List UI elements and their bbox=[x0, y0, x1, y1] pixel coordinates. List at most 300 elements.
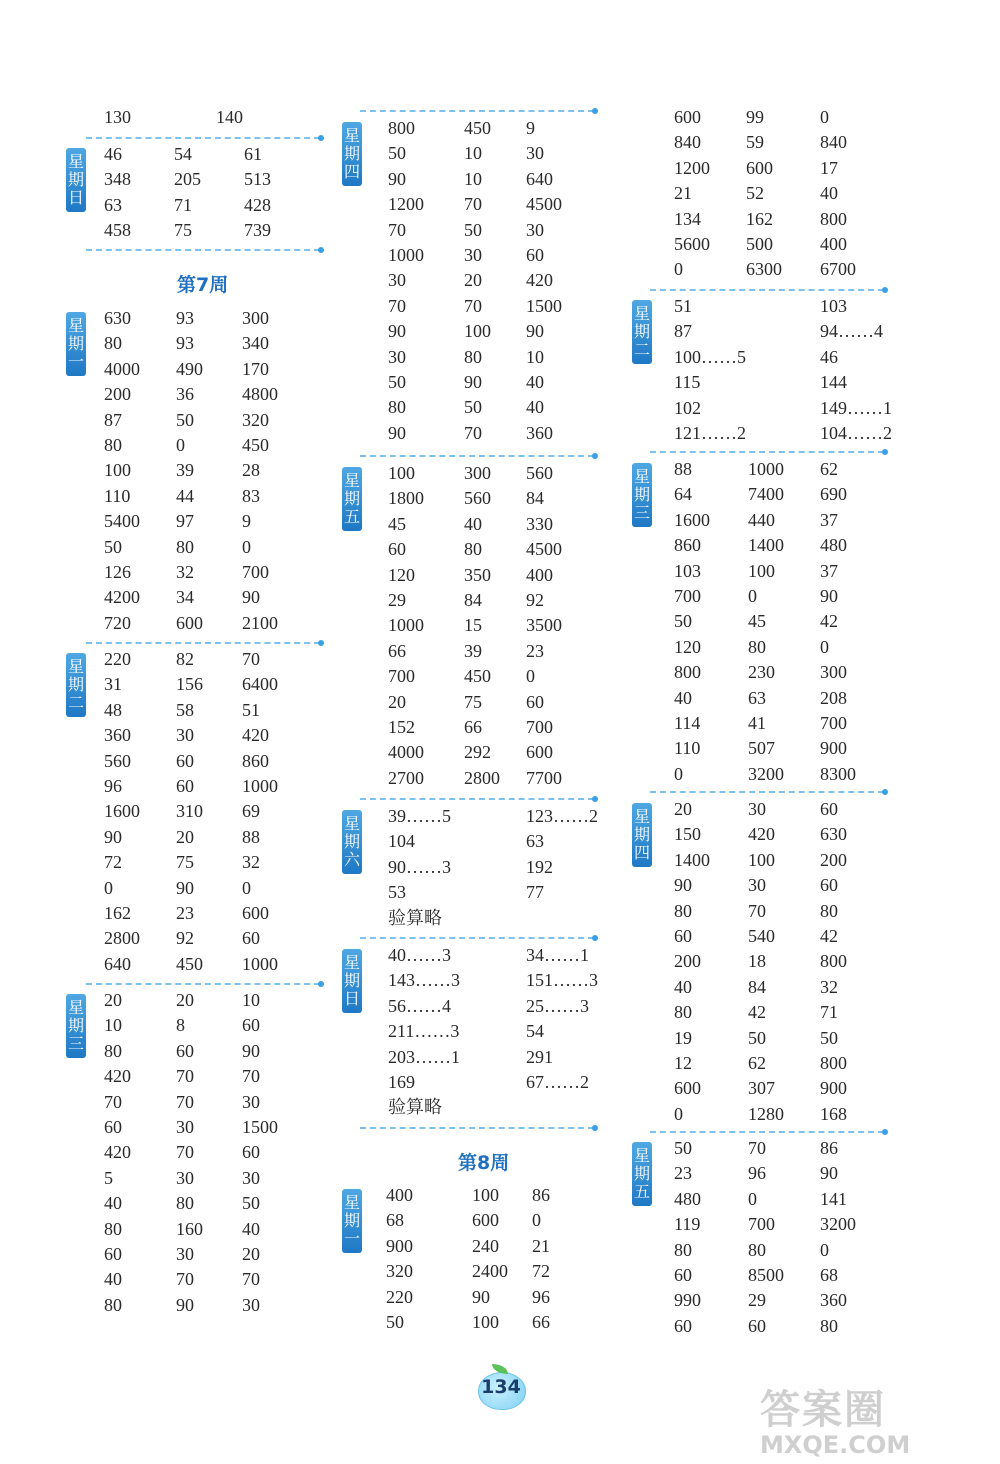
answer-cell: 54 bbox=[526, 1021, 544, 1042]
answer-cell: 630 bbox=[104, 308, 131, 328]
answer-cell: 84 bbox=[526, 488, 544, 509]
answer-cell: 200 bbox=[820, 849, 847, 870]
answer-cell: 307 bbox=[748, 1078, 775, 1099]
answer-cell: 162 bbox=[746, 208, 773, 229]
answer-cell: 300 bbox=[242, 308, 269, 328]
weekday-tab-char: 期 bbox=[633, 322, 650, 341]
answer-cell: 420 bbox=[104, 1142, 131, 1163]
answer-cell: 150 bbox=[674, 824, 701, 845]
answer-cell: 66 bbox=[532, 1311, 550, 1332]
answer-cell: 600 bbox=[674, 1078, 701, 1099]
answer-cell: 507 bbox=[748, 738, 775, 759]
divider bbox=[86, 249, 320, 251]
answer-cell: 119 bbox=[674, 1214, 701, 1235]
answer-cell: 240 bbox=[472, 1235, 499, 1256]
watermark-line2: MXQE.COM bbox=[760, 1431, 911, 1459]
answer-cell: 8 bbox=[176, 1015, 185, 1036]
answer-cell: 739 bbox=[244, 220, 271, 241]
answer-cell: 114 bbox=[674, 712, 701, 733]
divider bbox=[650, 1131, 884, 1133]
answer-cell: 292 bbox=[464, 742, 491, 763]
weekday-tab-char: 三 bbox=[67, 1034, 84, 1053]
answer-cell: 169 bbox=[388, 1071, 415, 1092]
answer-cell: 23 bbox=[674, 1163, 692, 1184]
answer-cell: 600 bbox=[242, 902, 269, 923]
answer-cell: 0 bbox=[242, 877, 251, 898]
answer-cell: 1200 bbox=[674, 157, 710, 178]
answer-cell: 120 bbox=[674, 636, 701, 657]
weekday-tab-char: 期 bbox=[633, 825, 650, 844]
page-number-badge bbox=[478, 1366, 524, 1406]
answer-cell: 100 bbox=[748, 849, 775, 870]
answer-cell: 39 bbox=[464, 640, 482, 661]
answer-cell: 458 bbox=[104, 220, 131, 241]
weekday-tab-char: 星 bbox=[67, 316, 84, 335]
answer-cell: 61 bbox=[244, 144, 262, 164]
answer-cell: 1000 bbox=[242, 775, 278, 796]
answer-cell: 40 bbox=[820, 183, 838, 204]
answer-cell: 50 bbox=[674, 1138, 692, 1158]
answer-cell: 87 bbox=[104, 409, 122, 430]
answer-cell: 60 bbox=[674, 1264, 692, 1285]
answer-cell: 2100 bbox=[242, 612, 278, 633]
answer-cell: 540 bbox=[748, 925, 775, 946]
answer-cell: 96 bbox=[532, 1286, 550, 1307]
weekday-tab-char: 日 bbox=[343, 989, 360, 1008]
answer-cell: 2700 bbox=[388, 767, 424, 788]
answer-cell: 0 bbox=[748, 585, 757, 606]
answer-cell: 21 bbox=[532, 1235, 550, 1256]
answer-cell: 0 bbox=[820, 107, 829, 127]
answer-cell: 80 bbox=[820, 1315, 838, 1336]
answer-cell: 51 bbox=[674, 296, 692, 316]
answer-cell: 3500 bbox=[526, 615, 562, 636]
weekday-tab bbox=[342, 949, 362, 1013]
answer-cell: 100 bbox=[472, 1311, 499, 1332]
answer-cell: 45 bbox=[388, 513, 406, 534]
answer-cell: 17 bbox=[820, 157, 838, 178]
weekday-tab bbox=[342, 467, 362, 531]
answer-cell: 5 bbox=[104, 1167, 113, 1188]
answer-cell: 360 bbox=[104, 725, 131, 746]
answer-cell: 1200 bbox=[388, 194, 424, 215]
weekday-tab-char: 期 bbox=[67, 334, 84, 353]
answer-cell: 205 bbox=[174, 169, 201, 190]
answer-cell: 0 bbox=[820, 636, 829, 657]
answer-cell: 88 bbox=[674, 459, 692, 479]
answer-cell: 15 bbox=[464, 615, 482, 636]
weekday-tab bbox=[632, 300, 652, 364]
answer-cell: 60 bbox=[242, 928, 260, 949]
answer-cell: 70 bbox=[464, 422, 482, 443]
answer-cell: 39……5 bbox=[388, 806, 451, 826]
answer-cell: 104……2 bbox=[820, 422, 892, 443]
answer-cell: 80 bbox=[104, 1294, 122, 1315]
weekday-tab-char: 期 bbox=[343, 489, 360, 508]
answer-cell: 20 bbox=[674, 799, 692, 819]
answer-cell: 600 bbox=[176, 612, 203, 633]
answer-cell: 40……3 bbox=[388, 945, 451, 965]
answer-cell: 90 bbox=[104, 826, 122, 847]
answer-cell: 64 bbox=[674, 484, 692, 505]
answer-cell: 1800 bbox=[388, 488, 424, 509]
answer-cell: 77 bbox=[526, 882, 544, 903]
answer-cell: 92 bbox=[526, 589, 544, 610]
answer-cell: 4500 bbox=[526, 194, 562, 215]
answer-cell: 86 bbox=[532, 1185, 550, 1205]
answer-cell: 90 bbox=[820, 585, 838, 606]
answer-cell: 60 bbox=[242, 1015, 260, 1036]
answer-cell: 60 bbox=[820, 799, 838, 819]
answer-cell: 20 bbox=[464, 270, 482, 291]
watermark-line1: 答案圈 bbox=[760, 1387, 886, 1433]
answer-cell: 60 bbox=[526, 691, 544, 712]
answer-cell: 80 bbox=[748, 1239, 766, 1260]
answer-cell: 86 bbox=[820, 1138, 838, 1158]
answer-cell: 70 bbox=[748, 900, 766, 921]
answer-cell: 6700 bbox=[820, 259, 856, 280]
answer-cell: 860 bbox=[674, 535, 701, 556]
answer-cell: 121……2 bbox=[674, 422, 746, 443]
answer-cell: 6300 bbox=[746, 259, 782, 280]
weekday-tab-char: 五 bbox=[633, 1182, 650, 1201]
answer-cell: 80 bbox=[104, 1218, 122, 1239]
answer-cell: 230 bbox=[748, 662, 775, 683]
answer-cell: 34 bbox=[176, 587, 194, 608]
answer-cell: 203……1 bbox=[388, 1046, 460, 1067]
answer-cell: 30 bbox=[526, 143, 544, 164]
answer-cell: 0 bbox=[674, 1103, 683, 1124]
answer-cell: 840 bbox=[674, 132, 701, 153]
answer-cell: 87 bbox=[674, 321, 692, 342]
answer-cell: 97 bbox=[176, 511, 194, 532]
answer-cell: 93 bbox=[176, 308, 194, 328]
weekday-tab-char: 期 bbox=[343, 971, 360, 990]
answer-cell: 5600 bbox=[674, 233, 710, 254]
answer-cell: 90 bbox=[176, 1294, 194, 1315]
answer-cell: 80 bbox=[674, 1239, 692, 1260]
answer-cell: 110 bbox=[674, 738, 701, 759]
answer-cell: 50 bbox=[242, 1193, 260, 1214]
answer-cell: 123……2 bbox=[526, 806, 598, 826]
answer-cell: 860 bbox=[242, 750, 269, 771]
answer-cell: 80 bbox=[176, 1193, 194, 1214]
answer-cell: 90 bbox=[472, 1286, 490, 1307]
answer-cell: 70 bbox=[176, 1269, 194, 1290]
weekday-tab-char: 二 bbox=[633, 340, 650, 359]
answer-cell: 0 bbox=[748, 1188, 757, 1209]
answer-cell: 450 bbox=[176, 953, 203, 974]
answer-cell: 490 bbox=[176, 358, 203, 379]
answer-cell: 360 bbox=[820, 1290, 847, 1311]
answer-cell: 18 bbox=[748, 951, 766, 972]
answer-cell: 30 bbox=[748, 799, 766, 819]
answer-cell: 94……4 bbox=[820, 321, 883, 342]
answer-cell: 200 bbox=[104, 384, 131, 405]
answer-cell: 0 bbox=[674, 763, 683, 784]
divider bbox=[650, 791, 884, 793]
answer-cell: 70 bbox=[242, 649, 260, 669]
answer-cell: 12 bbox=[674, 1052, 692, 1073]
answer-cell: 20 bbox=[176, 826, 194, 847]
divider bbox=[360, 937, 594, 939]
answer-cell: 800 bbox=[820, 208, 847, 229]
answer-cell: 48 bbox=[104, 699, 122, 720]
answer-cell: 10 bbox=[242, 990, 260, 1010]
answer-cell: 5400 bbox=[104, 511, 140, 532]
answer-cell: 53 bbox=[388, 882, 406, 903]
answer-cell: 800 bbox=[388, 118, 415, 138]
answer-cell: 60 bbox=[242, 1142, 260, 1163]
weekday-tab bbox=[342, 122, 362, 186]
answer-cell: 50 bbox=[386, 1311, 404, 1332]
answer-cell: 800 bbox=[820, 1052, 847, 1073]
answer-cell: 30 bbox=[242, 1294, 260, 1315]
answer-cell: 19 bbox=[674, 1027, 692, 1048]
answer-cell: 90 bbox=[526, 321, 544, 342]
answer-cell: 104 bbox=[388, 831, 415, 852]
answer-cell: 60 bbox=[176, 1040, 194, 1061]
answer-cell: 720 bbox=[104, 612, 131, 633]
answer-cell: 70 bbox=[388, 295, 406, 316]
answer-cell: 83 bbox=[242, 485, 260, 506]
answer-cell: 640 bbox=[104, 953, 131, 974]
answer-cell: 31 bbox=[104, 674, 122, 695]
divider bbox=[360, 1127, 594, 1129]
answer-cell: 30 bbox=[388, 270, 406, 291]
answer-cell: 21 bbox=[674, 183, 692, 204]
answer-cell: 1400 bbox=[674, 849, 710, 870]
answer-cell: 62 bbox=[820, 459, 838, 479]
answer-cell: 103 bbox=[820, 296, 847, 316]
answer-cell: 8500 bbox=[748, 1264, 784, 1285]
answer-cell: 68 bbox=[820, 1264, 838, 1285]
answer-cell: 42 bbox=[748, 1002, 766, 1023]
answer-cell: 40 bbox=[526, 371, 544, 392]
weekday-tab-char: 期 bbox=[67, 675, 84, 694]
answer-cell: 20 bbox=[242, 1243, 260, 1264]
answer-cell: 700 bbox=[820, 712, 847, 733]
answer-cell: 32 bbox=[176, 561, 194, 582]
answer-cell: 54 bbox=[174, 144, 192, 164]
answer-cell: 600 bbox=[674, 107, 701, 127]
weekday-tab-char: 期 bbox=[67, 1016, 84, 1035]
answer-cell: 44 bbox=[176, 485, 194, 506]
weekday-tab bbox=[342, 1189, 362, 1253]
answer-cell: 90 bbox=[464, 371, 482, 392]
answer-cell: 45 bbox=[748, 611, 766, 632]
answer-cell: 80 bbox=[104, 434, 122, 455]
answer-cell: 42 bbox=[820, 925, 838, 946]
answer-cell: 4500 bbox=[526, 539, 562, 560]
answer-cell: 103 bbox=[674, 560, 701, 581]
answer-cell: 51 bbox=[242, 699, 260, 720]
answer-cell: 90 bbox=[388, 321, 406, 342]
divider bbox=[86, 983, 320, 985]
weekday-tab bbox=[632, 803, 652, 867]
answer-cell: 58 bbox=[176, 699, 194, 720]
weekday-tab-char: 期 bbox=[633, 1164, 650, 1183]
answer-cell: 143……3 bbox=[388, 970, 460, 991]
weekday-tab-char: 日 bbox=[67, 188, 84, 207]
answer-cell: 291 bbox=[526, 1046, 553, 1067]
divider bbox=[650, 451, 884, 453]
weekday-tab-char: 星 bbox=[343, 953, 360, 972]
answer-cell: 1500 bbox=[242, 1116, 278, 1137]
weekday-tab-char: 期 bbox=[633, 485, 650, 504]
weekday-tab-char: 五 bbox=[343, 507, 360, 526]
weekday-tab bbox=[66, 148, 86, 212]
answer-cell: 400 bbox=[526, 564, 553, 585]
answer-cell: 513 bbox=[244, 169, 271, 190]
answer-cell: 34……1 bbox=[526, 945, 589, 965]
answer-cell: 630 bbox=[820, 824, 847, 845]
answer-cell: 990 bbox=[674, 1290, 701, 1311]
answer-cell: 3200 bbox=[820, 1214, 856, 1235]
answer-cell: 4200 bbox=[104, 587, 140, 608]
weekday-tab-char: 期 bbox=[343, 832, 360, 851]
answer-cell: 50 bbox=[674, 611, 692, 632]
answer-cell: 500 bbox=[746, 233, 773, 254]
answer-cell: 46 bbox=[820, 346, 838, 367]
answer-cell: 10 bbox=[526, 346, 544, 367]
answer-cell: 30 bbox=[242, 1091, 260, 1112]
answer-cell: 40 bbox=[104, 1269, 122, 1290]
answer-cell: 30 bbox=[242, 1167, 260, 1188]
answer-cell: 220 bbox=[386, 1286, 413, 1307]
answer-cell: 82 bbox=[176, 649, 194, 669]
weekday-tab-char: 四 bbox=[633, 843, 650, 862]
answer-cell: 30 bbox=[176, 1167, 194, 1188]
answer-cell: 23 bbox=[176, 902, 194, 923]
answer-cell: 29 bbox=[748, 1290, 766, 1311]
divider bbox=[86, 642, 320, 644]
answer-cell: 560 bbox=[104, 750, 131, 771]
answer-cell: 70 bbox=[176, 1091, 194, 1112]
answer-cell: 90……3 bbox=[388, 856, 451, 877]
answer-cell: 200 bbox=[674, 951, 701, 972]
answer-cell: 验算略 bbox=[388, 907, 442, 928]
answer-cell: 700 bbox=[748, 1214, 775, 1235]
weekday-tab-char: 星 bbox=[343, 1193, 360, 1212]
week-7-title: 第7周 bbox=[177, 274, 229, 296]
answer-cell: 90 bbox=[388, 168, 406, 189]
divider bbox=[650, 289, 884, 291]
weekday-tab bbox=[632, 463, 652, 527]
answer-cell: 156 bbox=[176, 674, 203, 695]
answer-cell: 60 bbox=[104, 1243, 122, 1264]
answer-cell: 2800 bbox=[464, 767, 500, 788]
answer-cell: 50 bbox=[176, 409, 194, 430]
watermark bbox=[760, 1378, 990, 1458]
answer-cell: 350 bbox=[464, 564, 491, 585]
answer-cell: 50 bbox=[820, 1027, 838, 1048]
answer-cell: 144 bbox=[820, 372, 847, 393]
answer-cell: 70 bbox=[242, 1066, 260, 1087]
answer-cell: 450 bbox=[464, 666, 491, 687]
answer-cell: 120 bbox=[388, 564, 415, 585]
answer-cell: 360 bbox=[526, 422, 553, 443]
answer-cell: 4800 bbox=[242, 384, 278, 405]
answer-cell: 75 bbox=[174, 220, 192, 241]
answer-cell: 700 bbox=[526, 716, 553, 737]
answer-cell: 63 bbox=[748, 687, 766, 708]
answer-cell: 690 bbox=[820, 484, 847, 505]
answer-cell: 480 bbox=[820, 535, 847, 556]
answer-cell: 1280 bbox=[748, 1103, 784, 1124]
answer-cell: 400 bbox=[820, 233, 847, 254]
answer-cell: 300 bbox=[820, 662, 847, 683]
answer-cell: 80 bbox=[104, 1040, 122, 1061]
answer-cell: 29 bbox=[388, 589, 406, 610]
answer-cell: 10 bbox=[464, 168, 482, 189]
week-8-title: 第8周 bbox=[458, 1152, 510, 1174]
answer-cell: 37 bbox=[820, 560, 838, 581]
answer-cell: 160 bbox=[176, 1218, 203, 1239]
answer-cell: 80 bbox=[464, 539, 482, 560]
answer-cell: 0 bbox=[176, 434, 185, 455]
weekday-tab-char: 三 bbox=[633, 503, 650, 522]
answer-cell: 28 bbox=[242, 460, 260, 481]
answer-cell: 168 bbox=[820, 1103, 847, 1124]
answer-cell: 37 bbox=[820, 509, 838, 530]
answer-cell: 162 bbox=[104, 902, 131, 923]
answer-cell: 75 bbox=[464, 691, 482, 712]
answer-cell: 69 bbox=[242, 801, 260, 822]
answer-cell: 50 bbox=[104, 536, 122, 557]
answer-cell: 320 bbox=[386, 1261, 413, 1282]
answer-cell: 30 bbox=[176, 1116, 194, 1137]
divider bbox=[86, 137, 320, 139]
answer-cell: 900 bbox=[820, 1078, 847, 1099]
answer-cell: 60 bbox=[820, 875, 838, 896]
answer-cell: 72 bbox=[532, 1261, 550, 1282]
answer-cell: 80 bbox=[176, 536, 194, 557]
weekday-tab-char: 星 bbox=[343, 814, 360, 833]
weekday-tab-char: 星 bbox=[633, 807, 650, 826]
answer-cell: 30 bbox=[464, 244, 482, 265]
answer-cell: 100 bbox=[748, 560, 775, 581]
answer-cell: 40 bbox=[464, 513, 482, 534]
answer-cell: 70 bbox=[176, 1066, 194, 1087]
answer-cell: 0 bbox=[242, 536, 251, 557]
divider bbox=[360, 455, 594, 457]
answer-cell: 560 bbox=[464, 488, 491, 509]
answer-cell: 90 bbox=[388, 422, 406, 443]
answer-cell: 900 bbox=[386, 1235, 413, 1256]
answer-cell: 40 bbox=[104, 1193, 122, 1214]
weekday-tab bbox=[66, 653, 86, 717]
answer-cell: 84 bbox=[464, 589, 482, 610]
answer-cell: 1600 bbox=[104, 801, 140, 822]
answer-cell: 50 bbox=[748, 1027, 766, 1048]
answer-cell: 428 bbox=[244, 194, 271, 215]
cell: 140 bbox=[216, 107, 243, 127]
answer-cell: 700 bbox=[242, 561, 269, 582]
weekday-tab-char: 星 bbox=[67, 152, 84, 171]
answer-cell: 60 bbox=[674, 925, 692, 946]
answer-cell: 60 bbox=[748, 1315, 766, 1336]
answer-cell: 96 bbox=[104, 775, 122, 796]
answer-cell: 600 bbox=[526, 742, 553, 763]
answer-cell: 40 bbox=[526, 397, 544, 418]
answer-cell: 149……1 bbox=[820, 397, 892, 418]
weekday-tab-char: 期 bbox=[67, 170, 84, 189]
answer-cell: 80 bbox=[748, 636, 766, 657]
answer-cell: 93 bbox=[176, 333, 194, 354]
weekday-tab-char: 一 bbox=[343, 1229, 360, 1248]
weekday-tab bbox=[66, 312, 86, 376]
